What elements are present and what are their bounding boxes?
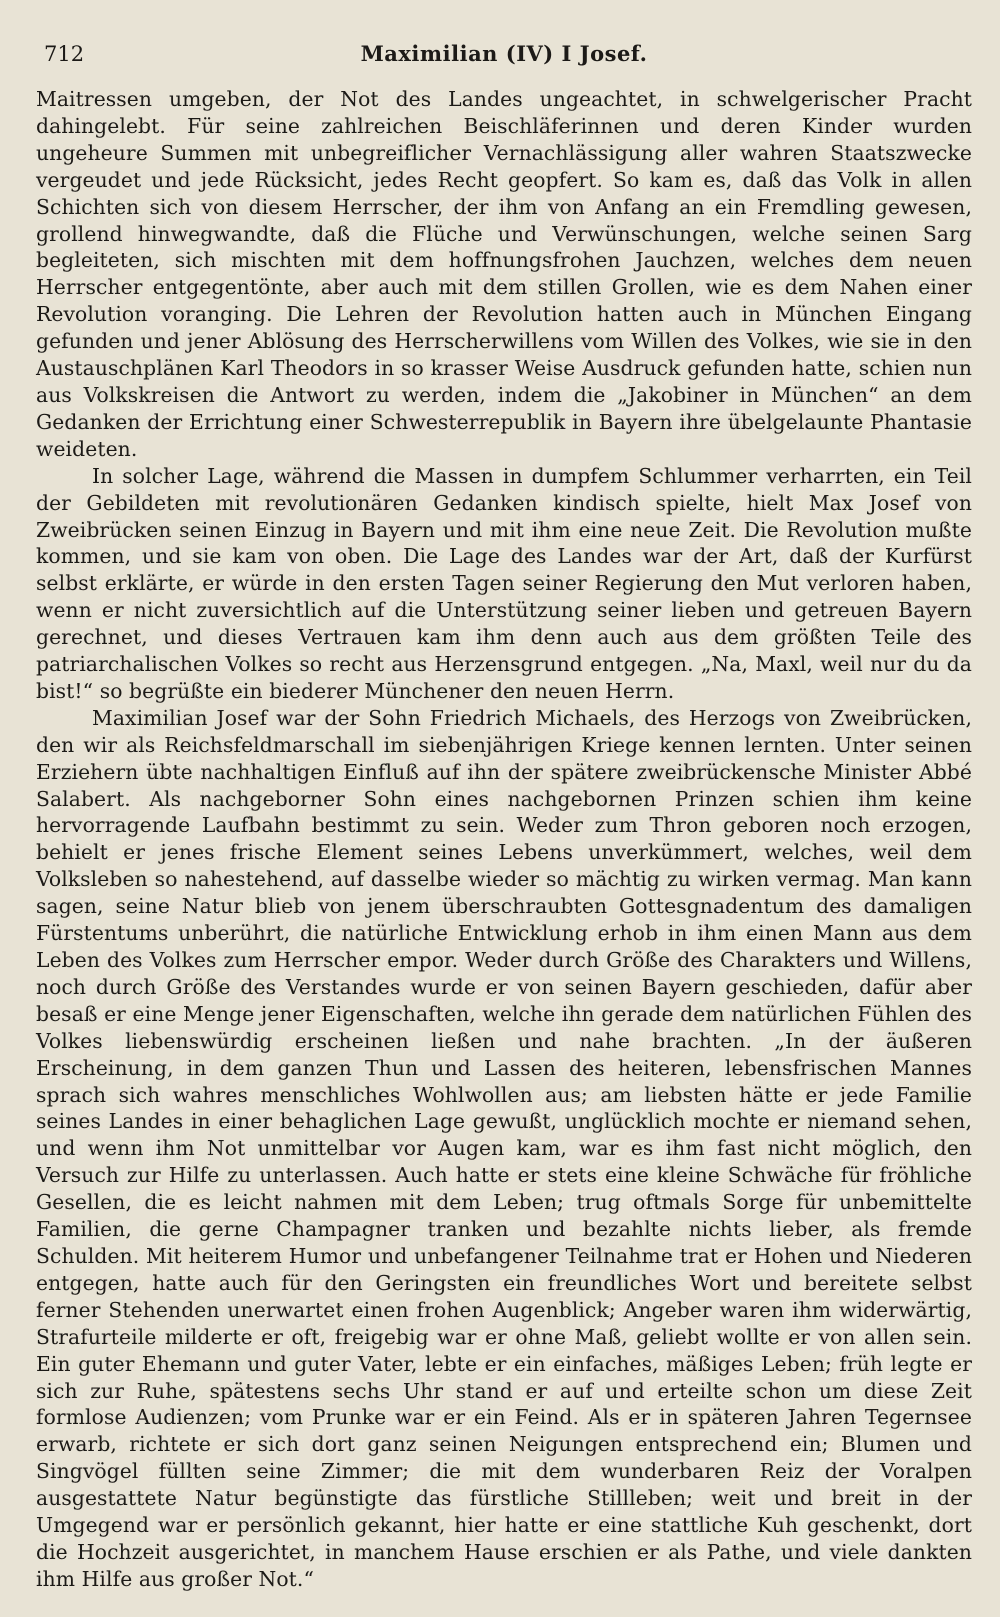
page-number: 712 — [44, 42, 85, 66]
running-title: Maximilian (IV) I Josef. — [360, 41, 648, 66]
running-head — [36, 34, 972, 74]
body-text — [36, 86, 972, 1593]
paragraph: In solcher Lage, während die Massen in dumpfem Schlummer verharrten, ein Teil der Gebildeten mit revolutionären Gedanken kindisch spielte, hielt Max Josef von Zweibrücken seinen Einzug in Bayern und mit ihm eine neue Zeit. Die Revolution mußte kommen, und sie kam von oben. Die Lage des Landes war der Art, daß der Kurfürst selbst erklärte, er würde in den ersten Tagen seiner Regierung den Mut verloren haben, wenn er nicht zuversichtlich auf die Unterstützung seiner lieben und getreuen Bayern gerechnet, und dieses Vertrauen kam ihm denn auch aus dem größten Teile des patriarchalischen Volkes so recht aus Herzensgrund entgegen. „Na, Maxl, weil nur du da bist!“ so begrüßte ein biederer Münchener den neuen Herrn. — [36, 463, 972, 703]
paragraph-continued: Maitressen umgeben, der Not des Landes ungeachtet, in schwelgerischer Pracht dahingelebt. Für seine zahlreichen Beischläferinnen und deren Kinder wurden ungeheure Summen mit unbegreiflicher Vernachlässigung aller wahren Staatszwecke vergeudet und jede Rücksicht, jedes Recht geopfert. So kam es, daß das Volk in allen Schichten sich von diesem Herrscher, der ihm von Anfang an ein Fremdling gewesen, grollend hinwegwandte, daß die Flüche und Verwünschungen, welche seinen Sarg begleiteten, sich mischten mit dem hoffnungsfrohen Jauchzen, welches dem neuen Herrscher entgegentönte, aber auch mit dem stillen Grollen, wie es dem Nahen einer Revolution voranging. Die Lehren der Revolution hatten auch in München Eingang gefunden und jener Ablösung des Herrscherwillens vom Willen des Volkes, wie sie in den Austauschplänen Karl Theodors in so krasser Weise Ausdruck gefunden hatte, schien nun aus Volkskreisen die Antwort zu werden, indem die „Jakobiner in München“ an dem Gedanken der Errichtung einer Schwesterrepublik in Bayern ihre übelgelaunte Phantasie weideten. — [36, 87, 972, 461]
paragraph: Maximilian Josef war der Sohn Friedrich Michaels, des Herzogs von Zweibrücken, den wir als Reichsfeldmarschall im siebenjährigen Kriege kennen lernten. Unter seinen Erziehern übte nachhaltigen Einfluß auf ihn der spätere zweibrückensche Minister Abbé Salabert. Als nachgeborner Sohn eines nachgebornen Prinzen schien ihm keine hervorragende Laufbahn bestimmt zu sein. Weder zum Thron geboren noch erzogen, behielt er jenes frische Element seines Lebens unverkümmert, welches, weil dem Volksleben so nahestehend, auf dasselbe wieder so mächtig zu wirken vermag. Man kann sagen, seine Natur blieb von jenem überschraubten Gottesgnadentum des damaligen Fürstentums unberührt, die natürliche Entwicklung erhob in ihm einen Mann aus dem Leben des Volkes zum Herrscher empor. Weder durch Größe des Charakters und Willens, noch durch Größe des Verstandes wurde er von seinen Bayern geschieden, dafür aber besaß er eine Menge jener Eigenschaften, welche ihn gerade dem natürlichen Fühlen des Volkes liebenswürdig erscheinen ließen und nahe brachten. „In der äußeren Erscheinung, in dem ganzen Thun und Lassen des heiteren, lebensfrischen Mannes sprach sich wahres menschliches Wohlwollen aus; am liebsten hätte er jede Familie seines Landes in einer behaglichen Lage gewußt, unglücklich mochte er niemand sehen, und wenn ihm Not unmittelbar vor Augen kam, war es ihm fast nicht möglich, den Versuch zur Hilfe zu unterlassen. Auch hatte er stets eine kleine Schwäche für fröhliche Gesellen, die es leicht nahmen mit dem Leben; trug oftmals Sorge für unbemittelte Familien, die gerne Champagner tranken und bezahlte nichts lieber, als fremde Schulden. Mit heiterem Humor und unbefangener Teilnahme trat er Hohen und Niederen entgegen, hatte auch für den Geringsten ein freundliches Wort und bereitete selbst ferner Stehenden unerwartet einen frohen Augenblick; Angeber waren ihm widerwärtig, Strafurteile milderte er oft, freigebig war er ohne Maß, geliebt wollte er von allen sein. Ein guter Ehemann und guter Vater, lebte er ein einfaches, mäßiges Leben; früh legte er sich zur Ruhe, spätestens sechs Uhr stand er auf und erteilte schon um diese Zeit formlose Audienzen; vom Prunke war er ein Feind. Als er in späteren Jahren Tegernsee erwarb, richtete er sich dort ganz seinen Neigungen entsprechend ein; Blumen und Singvögel füllten seine Zimmer; die mit dem wunderbaren Reiz der Voralpen ausgestattete Natur begünstigte das fürstliche Stillleben; weit und breit in der Umgegend war er persönlich gekannt, hier hatte er eine stattliche Kuh geschenkt, dort die Hochzeit ausgerichtet, in manchem Hause erschien er als Pathe, und viele dankten ihm Hilfe aus großer Not.“ — [36, 705, 972, 1591]
